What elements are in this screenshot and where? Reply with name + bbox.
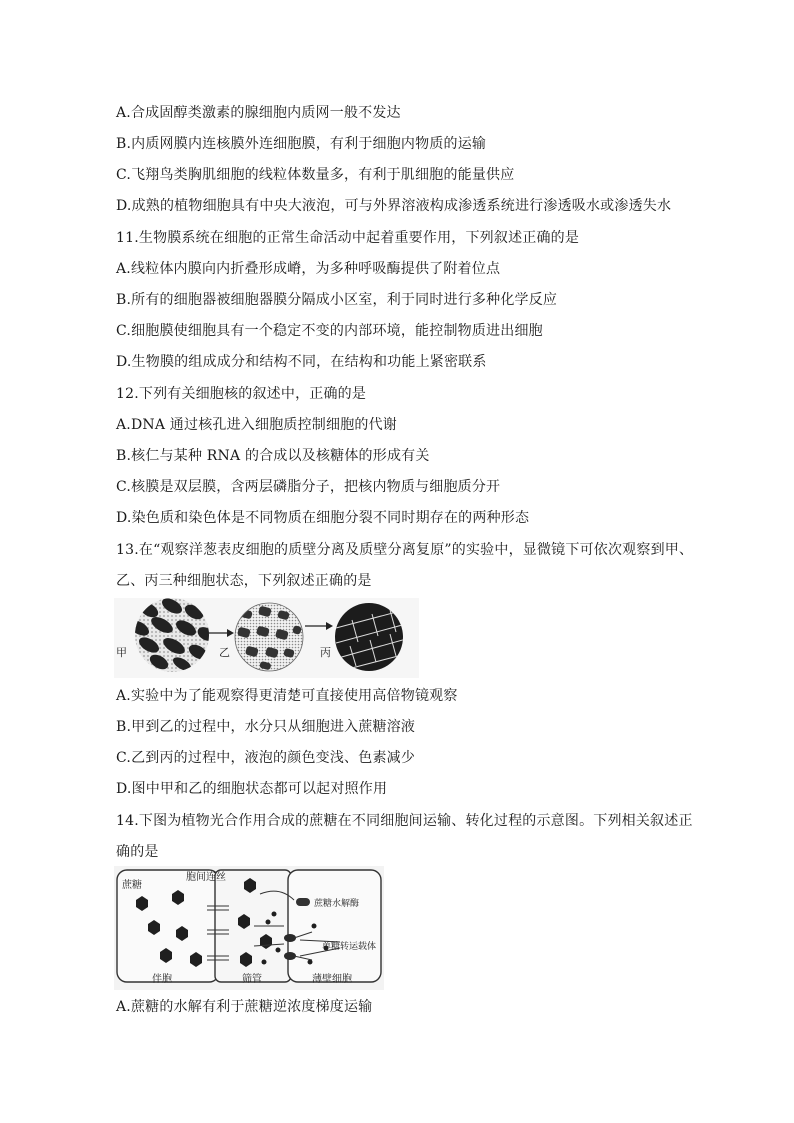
q11-option-b: B.所有的细胞器被细胞器膜分隔成小区室，利于同时进行多种化学反应 <box>116 292 558 308</box>
q11-option-a: A.线粒体内膜向内折叠形成嵴，为多种呼吸酶提供了附着位点 <box>116 261 501 277</box>
label-parenchyma: 薄壁细胞 <box>312 974 352 985</box>
q13-option-c: C.乙到丙的过程中，液泡的颜色变浅、色素减少 <box>116 750 416 766</box>
q13-option-a: A.实验中为了能观察得更清楚可直接使用高倍物镜观察 <box>116 688 458 704</box>
q11-option-c: C.细胞膜使细胞具有一个稳定不变的内部环境，能控制物质进出细胞 <box>116 323 543 339</box>
q14-option-a: A.蔗糖的水解有利于蔗糖逆浓度梯度运输 <box>116 999 373 1015</box>
cell-view-yi <box>235 603 303 671</box>
label-sucrose: 蔗糖 <box>122 880 142 891</box>
label-transporter: 单糖转运载体 <box>322 942 377 952</box>
q10-option-c: C.飞翔鸟类胸肌细胞的线粒体数量多，有利于肌细胞的能量供应 <box>116 167 515 183</box>
q10-option-d: D.成熟的植物细胞具有中央大液泡，可与外界溶液构成渗透系统进行渗透吸水或渗透失水 <box>116 198 672 214</box>
label-bing: 丙 <box>320 646 331 659</box>
q14-stem-line1: 14.下图为植物光合作用合成的蔗糖在不同细胞间运输、转化过程的示意图。下列相关叙述正 <box>116 813 693 829</box>
q11-stem: 11.生物膜系统在细胞的正常生命活动中起着重要作用，下列叙述正确的是 <box>116 230 580 246</box>
q12-option-a: A.DNA 通过核孔进入细胞质控制细胞的代谢 <box>116 417 397 433</box>
q12-option-c: C.核膜是双层膜，含两层磷脂分子，把核内物质与细胞质分开 <box>116 479 501 495</box>
parenchyma-cell <box>288 870 381 982</box>
q10-option-a: A.合成固醇类激素的腺细胞内质网一般不发达 <box>116 105 401 121</box>
q10-option-b: B.内质网膜内连核膜外连细胞膜，有利于细胞内物质的运输 <box>116 136 487 152</box>
label-sieve-tube: 筛管 <box>242 974 262 985</box>
plasmolysis-figure <box>114 598 419 678</box>
label-plasmodesmata: 胞间连丝 <box>186 872 226 883</box>
q13-option-b: B.甲到乙的过程中，水分只从细胞进入蔗糖溶液 <box>116 719 416 735</box>
q13-stem-line1: 13.在“观察洋葱表皮细胞的质壁分离及质壁分离复原”的实验中，显微镜下可依次观察到甲、 <box>116 542 694 558</box>
label-invertase: 蔗糖水解酶 <box>314 899 360 909</box>
q13-option-d: D.图中甲和乙的细胞状态都可以起对照作用 <box>116 781 388 797</box>
q14-stem-line2: 确的是 <box>116 844 159 860</box>
q12-option-b: B.核仁与某种 RNA 的合成以及核糖体的形成有关 <box>116 448 430 464</box>
q12-stem: 12.下列有关细胞核的叙述中，正确的是 <box>116 386 367 402</box>
q11-option-d: D.生物膜的组成成分和结构不同，在结构和功能上紧密联系 <box>116 354 487 370</box>
label-yi: 乙 <box>219 646 230 659</box>
invertase-icon <box>296 898 310 906</box>
q12-option-d: D.染色质和染色体是不同物质在细胞分裂不同时期存在的两种形态 <box>116 510 530 526</box>
label-jia: 甲 <box>116 646 127 659</box>
q13-stem-line2: 乙、丙三种细胞状态，下列叙述正确的是 <box>116 573 372 589</box>
label-companion-cell: 伴胞 <box>152 974 172 985</box>
sucrose-transport-figure <box>114 866 384 990</box>
